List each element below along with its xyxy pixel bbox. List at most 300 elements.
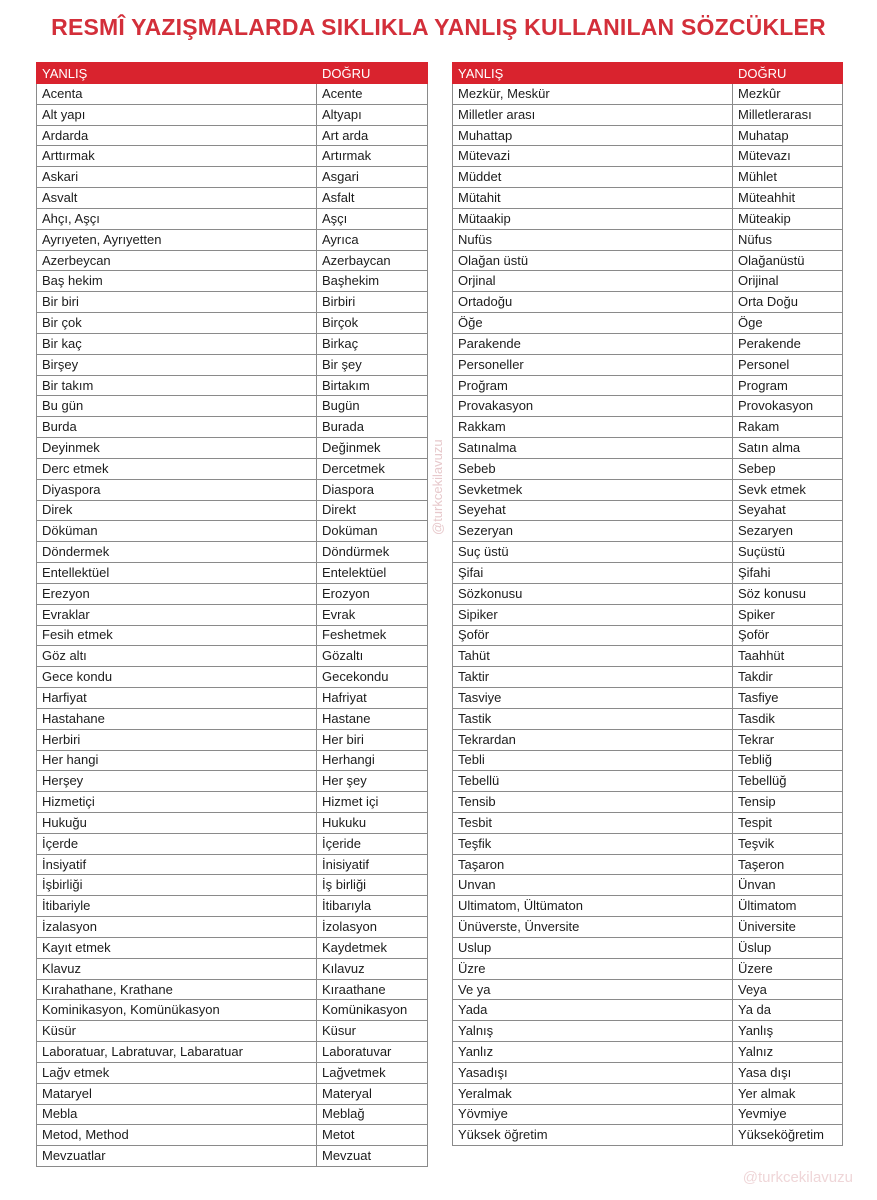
table-row <box>37 1125 428 1146</box>
table-row <box>453 229 843 250</box>
table-row <box>453 542 843 563</box>
wrong-word-cell: Evraklar <box>37 604 317 625</box>
wrong-word-cell: Bir takım <box>37 375 317 396</box>
table-row <box>453 167 843 188</box>
table-row <box>37 1104 428 1125</box>
right-word-cell: Mühlet <box>733 167 843 188</box>
wrong-word-cell: Öğe <box>453 313 733 334</box>
wrong-word-cell: Yada <box>453 1000 733 1021</box>
table-row <box>453 792 843 813</box>
right-word-cell: Öge <box>733 313 843 334</box>
table-row <box>37 604 428 625</box>
table-row <box>453 1062 843 1083</box>
table-row <box>453 417 843 438</box>
table-row <box>453 1021 843 1042</box>
right-word-cell: Teşvik <box>733 833 843 854</box>
right-word-cell: Tensip <box>733 792 843 813</box>
right-word-cell: Söz konusu <box>733 583 843 604</box>
wrong-word-cell: Personeller <box>453 354 733 375</box>
table-row <box>37 500 428 521</box>
table-row <box>37 854 428 875</box>
right-word-cell: Şoför <box>733 625 843 646</box>
wrong-word-cell: İzalasyon <box>37 917 317 938</box>
right-word-cell: Orijinal <box>733 271 843 292</box>
wrong-word-cell: İnsiyatif <box>37 854 317 875</box>
table-row <box>453 313 843 334</box>
right-word-cell: Ültimatom <box>733 896 843 917</box>
table-row <box>37 1042 428 1063</box>
right-word-cell: Entelektüel <box>317 563 428 584</box>
wrong-word-cell: Şifai <box>453 563 733 584</box>
wrong-word-cell: Proğram <box>453 375 733 396</box>
table-row <box>453 1000 843 1021</box>
right-word-cell: Yanlış <box>733 1021 843 1042</box>
right-word-cell: Provokasyon <box>733 396 843 417</box>
table-row <box>453 958 843 979</box>
watermark-vertical: @turkcekilavuzu <box>430 439 445 535</box>
wrong-word-cell: Provakasyon <box>453 396 733 417</box>
table-row <box>37 1021 428 1042</box>
table-row <box>453 375 843 396</box>
table-row <box>37 375 428 396</box>
table-row <box>37 917 428 938</box>
table-row <box>37 479 428 500</box>
right-word-cell: Döndürmek <box>317 542 428 563</box>
page-title: RESMÎ YAZIŞMALARDA SIKLIKLA YANLIŞ KULLANILAN SÖZCÜKLER <box>51 14 826 40</box>
table-row <box>37 208 428 229</box>
table-row <box>453 125 843 146</box>
table-header-row <box>37 63 428 84</box>
right-word-cell: Yer almak <box>733 1083 843 1104</box>
table-row <box>37 750 428 771</box>
right-word-cell: Kılavuz <box>317 958 428 979</box>
table-row <box>453 396 843 417</box>
wrong-word-cell: İçerde <box>37 833 317 854</box>
wrong-word-cell: Tesbit <box>453 812 733 833</box>
right-word-cell: Müteakip <box>733 208 843 229</box>
table-row <box>37 937 428 958</box>
right-word-cell: Artırmak <box>317 146 428 167</box>
wrong-word-cell: Bir biri <box>37 292 317 313</box>
right-word-cell: Hafriyat <box>317 688 428 709</box>
table-row <box>453 250 843 271</box>
wrong-word-cell: Muhattap <box>453 125 733 146</box>
table-row <box>453 354 843 375</box>
table-row <box>453 1083 843 1104</box>
wrong-word-cell: Mevzuatlar <box>37 1146 317 1167</box>
right-word-cell: Birtakım <box>317 375 428 396</box>
right-word-cell: Dercetmek <box>317 458 428 479</box>
table-row <box>37 896 428 917</box>
wrong-word-cell: Tensib <box>453 792 733 813</box>
wrong-word-cell: Laboratuar, Labratuvar, Labaratuar <box>37 1042 317 1063</box>
wrong-word-cell: Klavuz <box>37 958 317 979</box>
wrong-word-cell: Tebli <box>453 750 733 771</box>
table-row <box>37 313 428 334</box>
right-word-cell: Değinmek <box>317 438 428 459</box>
wrong-word-cell: Sevketmek <box>453 479 733 500</box>
right-word-cell: Laboratuvar <box>317 1042 428 1063</box>
table-row <box>453 1042 843 1063</box>
right-word-cell: Ayrıca <box>317 229 428 250</box>
left-words-table <box>36 62 428 1167</box>
right-word-cell: Perakende <box>733 333 843 354</box>
table-row <box>453 937 843 958</box>
right-word-cell: Feshetmek <box>317 625 428 646</box>
right-word-cell: Tasdik <box>733 708 843 729</box>
right-word-cell: Metot <box>317 1125 428 1146</box>
right-word-cell: Materyal <box>317 1083 428 1104</box>
wrong-word-cell: Yüksek öğretim <box>453 1125 733 1146</box>
right-word-cell: Nüfus <box>733 229 843 250</box>
table-row <box>453 812 843 833</box>
table-row <box>453 1104 843 1125</box>
right-word-cell: Yasa dışı <box>733 1062 843 1083</box>
table-row <box>453 833 843 854</box>
table-row <box>37 563 428 584</box>
wrong-word-cell: Tahüt <box>453 646 733 667</box>
wrong-word-cell: Askari <box>37 167 317 188</box>
table-row <box>453 583 843 604</box>
table-row <box>453 438 843 459</box>
wrong-word-cell: Tebellü <box>453 771 733 792</box>
table-row <box>37 292 428 313</box>
table-row <box>453 271 843 292</box>
right-word-cell: Kaydetmek <box>317 937 428 958</box>
wrong-word-cell: Bir kaç <box>37 333 317 354</box>
table-row <box>37 250 428 271</box>
right-word-cell: Üniversite <box>733 917 843 938</box>
table-row <box>37 1000 428 1021</box>
wrong-word-cell: Uslup <box>453 937 733 958</box>
right-word-cell: Birkaç <box>317 333 428 354</box>
right-word-cell: Aşçı <box>317 208 428 229</box>
wrong-word-cell: Harfiyat <box>37 688 317 709</box>
table-row <box>453 458 843 479</box>
table-row <box>37 438 428 459</box>
wrong-word-cell: Taşaron <box>453 854 733 875</box>
table-row <box>453 729 843 750</box>
right-word-cell: Burada <box>317 417 428 438</box>
right-word-cell: Asfalt <box>317 188 428 209</box>
right-word-cell: Takdir <box>733 667 843 688</box>
table-row <box>453 146 843 167</box>
right-word-cell: Art arda <box>317 125 428 146</box>
right-word-cell: Olağanüstü <box>733 250 843 271</box>
table-header-row <box>453 63 843 84</box>
table-row <box>37 729 428 750</box>
wrong-word-cell: Mütevazi <box>453 146 733 167</box>
right-word-cell: Personel <box>733 354 843 375</box>
table-row <box>453 208 843 229</box>
table-row <box>453 854 843 875</box>
table-row <box>37 833 428 854</box>
wrong-word-cell: Ünüverste, Ünversite <box>453 917 733 938</box>
right-word-cell: Her şey <box>317 771 428 792</box>
wrong-word-cell: Fesih etmek <box>37 625 317 646</box>
wrong-word-cell: Alt yapı <box>37 104 317 125</box>
right-word-cell: Erozyon <box>317 583 428 604</box>
wrong-word-cell: Gece kondu <box>37 667 317 688</box>
right-word-cell: Direkt <box>317 500 428 521</box>
table-row <box>37 354 428 375</box>
right-word-cell: Komünikasyon <box>317 1000 428 1021</box>
right-word-cell: Milletlerarası <box>733 104 843 125</box>
wrong-word-cell: Bir çok <box>37 313 317 334</box>
wrong-word-cell: Hizmetiçi <box>37 792 317 813</box>
table-row <box>37 875 428 896</box>
right-word-cell: Diaspora <box>317 479 428 500</box>
wrong-word-cell: Şoför <box>453 625 733 646</box>
table-row <box>37 1146 428 1167</box>
right-word-cell: Üzere <box>733 958 843 979</box>
table-row <box>453 188 843 209</box>
wrong-word-cell: Arttırmak <box>37 146 317 167</box>
table-row <box>37 979 428 1000</box>
table-row <box>37 167 428 188</box>
right-word-cell: Meblağ <box>317 1104 428 1125</box>
wrong-word-cell: Milletler arası <box>453 104 733 125</box>
table-row <box>453 625 843 646</box>
wrong-word-cell: Tasviye <box>453 688 733 709</box>
right-word-cell: Doküman <box>317 521 428 542</box>
wrong-word-cell: Hastahane <box>37 708 317 729</box>
wrong-word-cell: Olağan üstü <box>453 250 733 271</box>
right-word-cell: Yevmiye <box>733 1104 843 1125</box>
wrong-word-cell: Mütahit <box>453 188 733 209</box>
table-row <box>453 104 843 125</box>
right-word-cell: Hukuku <box>317 812 428 833</box>
table-row <box>453 292 843 313</box>
table-row <box>453 917 843 938</box>
table-row <box>37 417 428 438</box>
wrong-word-cell: Teşfik <box>453 833 733 854</box>
table-row <box>37 188 428 209</box>
table-row <box>37 625 428 646</box>
table-row <box>37 646 428 667</box>
right-word-cell: Hizmet içi <box>317 792 428 813</box>
right-word-cell: Bir şey <box>317 354 428 375</box>
table-row <box>37 333 428 354</box>
table-row <box>453 500 843 521</box>
right-word-cell: Muhatap <box>733 125 843 146</box>
wrong-word-cell: Parakende <box>453 333 733 354</box>
wrong-word-cell: Müddet <box>453 167 733 188</box>
table-row <box>453 521 843 542</box>
wrong-word-cell: Ardarda <box>37 125 317 146</box>
wrong-word-cell: Sezeryan <box>453 521 733 542</box>
header-wrong: YANLIŞ <box>37 63 317 84</box>
wrong-word-cell: Mütaakip <box>453 208 733 229</box>
table-row <box>37 708 428 729</box>
right-word-cell: Tebliğ <box>733 750 843 771</box>
table-row <box>37 458 428 479</box>
wrong-word-cell: İşbirliği <box>37 875 317 896</box>
table-row <box>37 84 428 105</box>
table-row <box>37 667 428 688</box>
right-word-cell: Veya <box>733 979 843 1000</box>
table-row <box>453 708 843 729</box>
right-word-cell: İtibarıyla <box>317 896 428 917</box>
right-word-cell: İzolasyon <box>317 917 428 938</box>
wrong-word-cell: Nufüs <box>453 229 733 250</box>
table-row <box>37 958 428 979</box>
table-row <box>37 583 428 604</box>
right-word-cell: Yükseköğretim <box>733 1125 843 1146</box>
wrong-word-cell: Orjinal <box>453 271 733 292</box>
wrong-word-cell: Birşey <box>37 354 317 375</box>
right-word-cell: Müteahhit <box>733 188 843 209</box>
table-row <box>37 812 428 833</box>
right-word-cell: Şifahi <box>733 563 843 584</box>
table-row <box>453 688 843 709</box>
wrong-word-cell: Yövmiye <box>453 1104 733 1125</box>
right-word-cell: Mezkûr <box>733 84 843 105</box>
wrong-word-cell: Yasadışı <box>453 1062 733 1083</box>
wrong-word-cell: Mataryel <box>37 1083 317 1104</box>
wrong-word-cell: Üzre <box>453 958 733 979</box>
wrong-word-cell: Rakkam <box>453 417 733 438</box>
table-row <box>37 1062 428 1083</box>
right-word-cell: Bugün <box>317 396 428 417</box>
table-row <box>453 479 843 500</box>
right-word-cell: Suçüstü <box>733 542 843 563</box>
right-word-cell: Asgari <box>317 167 428 188</box>
right-word-cell: Ya da <box>733 1000 843 1021</box>
table-row <box>37 104 428 125</box>
table-row <box>37 688 428 709</box>
table-row <box>453 771 843 792</box>
wrong-word-cell: Azerbeycan <box>37 250 317 271</box>
wrong-word-cell: Kayıt etmek <box>37 937 317 958</box>
right-word-cell: Üslup <box>733 937 843 958</box>
table-row <box>453 667 843 688</box>
wrong-word-cell: Burda <box>37 417 317 438</box>
table-row <box>37 792 428 813</box>
wrong-word-cell: Asvalt <box>37 188 317 209</box>
wrong-word-cell: Kırahathane, Krathane <box>37 979 317 1000</box>
header-right: DOĞRU <box>317 63 428 84</box>
right-word-cell: Azerbaycan <box>317 250 428 271</box>
right-word-cell: Tebellüğ <box>733 771 843 792</box>
right-word-cell: Sezaryen <box>733 521 843 542</box>
right-word-cell: Tespit <box>733 812 843 833</box>
wrong-word-cell: Herbiri <box>37 729 317 750</box>
wrong-word-cell: Diyaspora <box>37 479 317 500</box>
wrong-word-cell: Taktir <box>453 667 733 688</box>
watermark: @turkcekilavuzu <box>742 1169 853 1186</box>
right-word-cell: İçeride <box>317 833 428 854</box>
table-row <box>37 1083 428 1104</box>
wrong-word-cell: Küsür <box>37 1021 317 1042</box>
wrong-word-cell: Ahçı, Aşçı <box>37 208 317 229</box>
right-word-cell: Seyahat <box>733 500 843 521</box>
wrong-word-cell: Yanlız <box>453 1042 733 1063</box>
table-row <box>453 84 843 105</box>
right-word-cell: Orta Doğu <box>733 292 843 313</box>
right-word-cell: Taşeron <box>733 854 843 875</box>
table-row <box>453 875 843 896</box>
wrong-word-cell: Bu gün <box>37 396 317 417</box>
wrong-word-cell: Unvan <box>453 875 733 896</box>
wrong-word-cell: Deyinmek <box>37 438 317 459</box>
table-row <box>453 896 843 917</box>
table-row <box>37 396 428 417</box>
header-right: DOĞRU <box>733 63 843 84</box>
right-word-cell: Birbiri <box>317 292 428 313</box>
wrong-word-cell: Döndermek <box>37 542 317 563</box>
wrong-word-cell: Baş hekim <box>37 271 317 292</box>
right-word-cell: Satın alma <box>733 438 843 459</box>
wrong-word-cell: Sebeb <box>453 458 733 479</box>
header-wrong: YANLIŞ <box>453 63 733 84</box>
right-word-cell: Altyapı <box>317 104 428 125</box>
wrong-word-cell: Entellektüel <box>37 563 317 584</box>
table-row <box>37 771 428 792</box>
wrong-word-cell: Yalnış <box>453 1021 733 1042</box>
right-word-cell: Rakam <box>733 417 843 438</box>
table-row <box>37 271 428 292</box>
right-word-cell: Gözaltı <box>317 646 428 667</box>
right-word-cell: Tekrar <box>733 729 843 750</box>
wrong-word-cell: Yeralmak <box>453 1083 733 1104</box>
wrong-word-cell: Mezkür, Meskür <box>453 84 733 105</box>
wrong-word-cell: Döküman <box>37 521 317 542</box>
right-word-cell: İnisiyatif <box>317 854 428 875</box>
wrong-word-cell: Hukuğu <box>37 812 317 833</box>
wrong-word-cell: Metod, Method <box>37 1125 317 1146</box>
wrong-word-cell: İtibariyle <box>37 896 317 917</box>
right-word-cell: Tasfiye <box>733 688 843 709</box>
right-word-cell: Evrak <box>317 604 428 625</box>
right-words-table <box>452 62 843 1146</box>
wrong-word-cell: Erezyon <box>37 583 317 604</box>
right-word-cell: Gecekondu <box>317 667 428 688</box>
wrong-word-cell: Ve ya <box>453 979 733 1000</box>
right-word-cell: Küsur <box>317 1021 428 1042</box>
right-word-cell: Program <box>733 375 843 396</box>
table-row <box>453 750 843 771</box>
wrong-word-cell: Tastik <box>453 708 733 729</box>
right-word-cell: Sevk etmek <box>733 479 843 500</box>
wrong-word-cell: Derc etmek <box>37 458 317 479</box>
table-row <box>453 646 843 667</box>
wrong-word-cell: Lağv etmek <box>37 1062 317 1083</box>
wrong-word-cell: Tekrardan <box>453 729 733 750</box>
table-row <box>453 1125 843 1146</box>
table-row <box>37 229 428 250</box>
wrong-word-cell: Acenta <box>37 84 317 105</box>
table-row <box>37 146 428 167</box>
right-word-cell: Başhekim <box>317 271 428 292</box>
wrong-word-cell: Sipiker <box>453 604 733 625</box>
table-row <box>453 979 843 1000</box>
right-word-cell: Yalnız <box>733 1042 843 1063</box>
table-row <box>453 333 843 354</box>
wrong-word-cell: Direk <box>37 500 317 521</box>
wrong-word-cell: Mebla <box>37 1104 317 1125</box>
table-row <box>453 563 843 584</box>
wrong-word-cell: Ultimatom, Ültümaton <box>453 896 733 917</box>
right-word-cell: Mevzuat <box>317 1146 428 1167</box>
right-word-cell: Spiker <box>733 604 843 625</box>
right-word-cell: İş birliği <box>317 875 428 896</box>
wrong-word-cell: Göz altı <box>37 646 317 667</box>
right-word-cell: Lağvetmek <box>317 1062 428 1083</box>
right-word-cell: Herhangi <box>317 750 428 771</box>
table-row <box>453 604 843 625</box>
right-word-cell: Birçok <box>317 313 428 334</box>
